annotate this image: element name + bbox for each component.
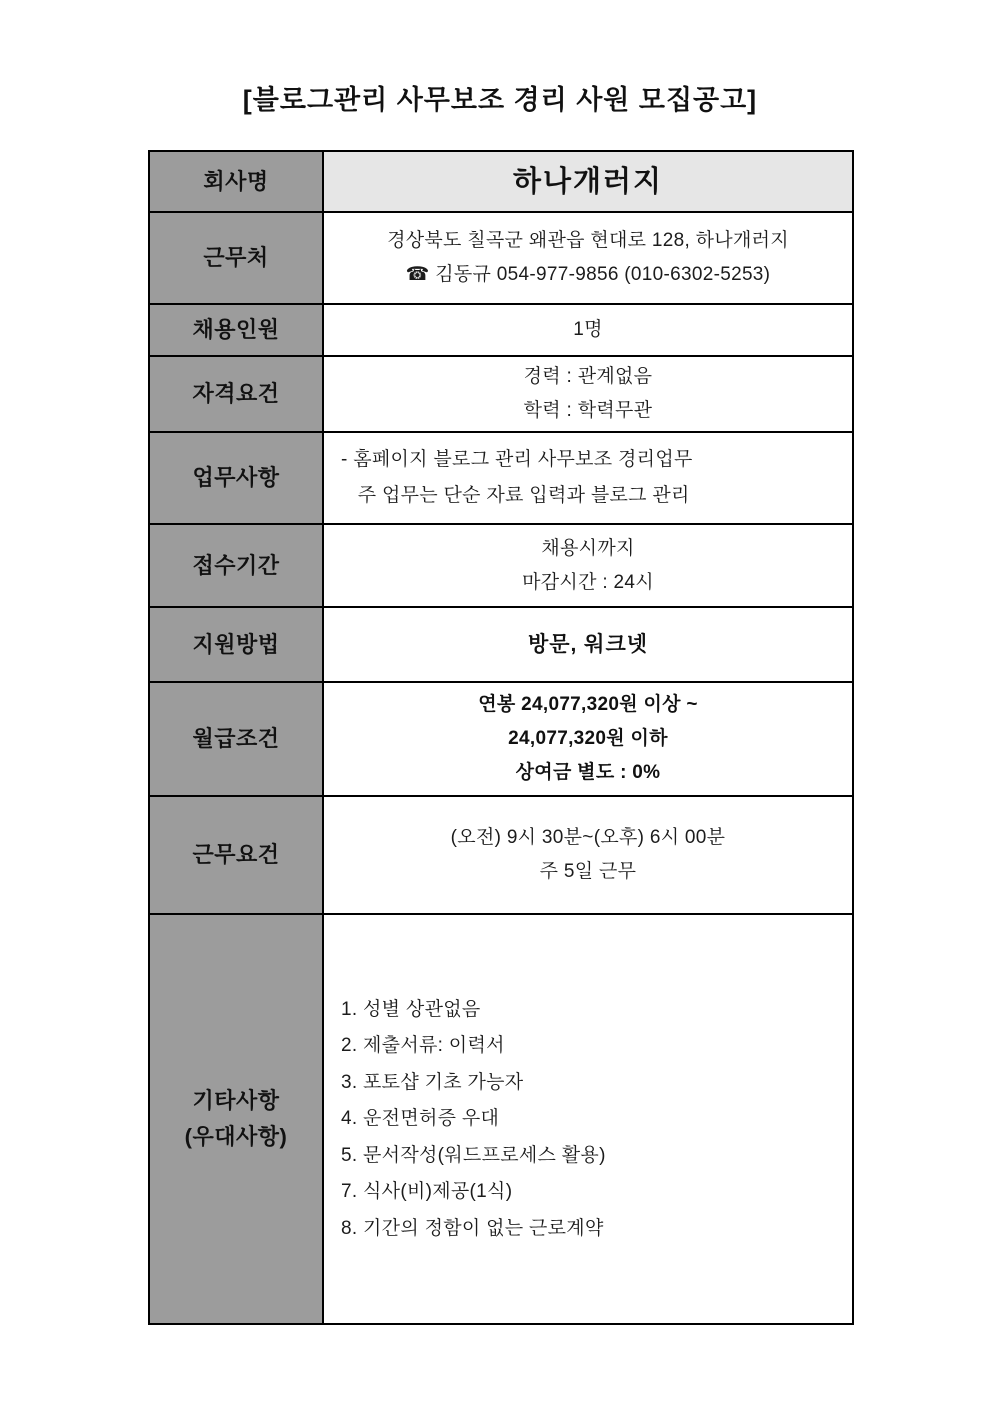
row-label-line: 회사명 — [203, 168, 269, 194]
table-row — [149, 682, 853, 796]
page-title: [블로그관리 사무보조 경리 사원 모집공고] — [242, 85, 758, 115]
row-label-salary-terms — [149, 682, 323, 796]
table-row — [149, 151, 853, 212]
value-line: 마감시간 : 24시 — [522, 571, 654, 593]
value-line: 7. 식사(비)제공(1식) — [341, 1181, 513, 1203]
value-line: 1. 성별 상관없음 — [341, 998, 481, 1020]
table-row — [149, 524, 853, 607]
row-value-salary-terms — [323, 682, 853, 796]
table-row — [149, 304, 853, 356]
value-line: 연봉 24,077,320원 이상 ~ — [478, 694, 698, 716]
table-row — [149, 432, 853, 524]
value-line: 8. 기간의 정함이 없는 근로계약 — [341, 1217, 604, 1239]
job-table-body — [149, 151, 853, 1324]
row-label-line: 근무요건 — [192, 842, 280, 868]
table-row — [149, 607, 853, 682]
row-value-work-conditions — [323, 796, 853, 914]
document-page — [148, 84, 852, 1325]
row-value-application-method — [323, 607, 853, 682]
value-line: 4. 운전면허증 우대 — [341, 1108, 500, 1130]
value-line: 방문, 워크넷 — [527, 632, 649, 656]
value-line: 5. 문서작성(워드프로세스 활용) — [341, 1144, 606, 1166]
row-label-work-conditions — [149, 796, 323, 914]
row-value-headcount — [323, 304, 853, 356]
value-line: 2. 제출서류: 이력서 — [341, 1035, 505, 1057]
row-label-line: 지원방법 — [192, 631, 280, 657]
row-label-qualifications — [149, 356, 323, 432]
value-line: 하나개러지 — [512, 165, 664, 198]
value-line: 채용시까지 — [541, 537, 635, 559]
row-label-application-method — [149, 607, 323, 682]
table-row — [149, 356, 853, 432]
value-line: 경력 : 관계없음 — [523, 366, 653, 388]
row-label-line: 기타사항 — [192, 1088, 280, 1114]
row-label-application-period — [149, 524, 323, 607]
row-label-line: 채용인원 — [192, 317, 280, 343]
value-line: 주 업무는 단순 자료 입력과 블로그 관리 — [341, 485, 690, 507]
row-label-line: 접수기간 — [192, 552, 280, 578]
value-line: 24,077,320원 이하 — [508, 728, 668, 750]
value-line: 경상북도 칠곡군 왜관읍 현대로 128, 하나개러지 — [387, 230, 789, 252]
value-line: 3. 포토샵 기초 가능자 — [341, 1071, 524, 1093]
row-value-workplace — [323, 212, 853, 304]
row-label-other-notes — [149, 914, 323, 1324]
job-posting-table — [148, 150, 854, 1325]
row-label-company-name — [149, 151, 323, 212]
value-line: ☎ 김동규 054-977-9856 (010-6302-5253) — [405, 264, 771, 286]
row-label-headcount — [149, 304, 323, 356]
table-row — [149, 212, 853, 304]
table-row — [149, 796, 853, 914]
row-label-line: (우대사항) — [184, 1124, 288, 1150]
value-line: 주 5일 근무 — [539, 861, 637, 883]
value-line: 상여금 별도 : 0% — [515, 762, 661, 784]
row-value-job-duties — [323, 432, 853, 524]
row-label-line: 근무처 — [203, 245, 269, 271]
row-value-application-period — [323, 524, 853, 607]
row-value-qualifications — [323, 356, 853, 432]
row-value-other-notes — [323, 914, 853, 1324]
value-line: 1명 — [573, 319, 603, 341]
table-row — [149, 914, 853, 1324]
row-label-line: 자격요건 — [192, 381, 280, 407]
value-line: (오전) 9시 30분~(오후) 6시 00분 — [450, 827, 726, 849]
row-value-company-name — [323, 151, 853, 212]
row-label-line: 월급조건 — [192, 726, 280, 752]
row-label-job-duties — [149, 432, 323, 524]
row-label-workplace — [149, 212, 323, 304]
value-line: 학력 : 학력무관 — [523, 400, 653, 422]
row-label-line: 업무사항 — [192, 465, 280, 491]
value-line: - 홈페이지 블로그 관리 사무보조 경리업무 — [341, 448, 693, 470]
